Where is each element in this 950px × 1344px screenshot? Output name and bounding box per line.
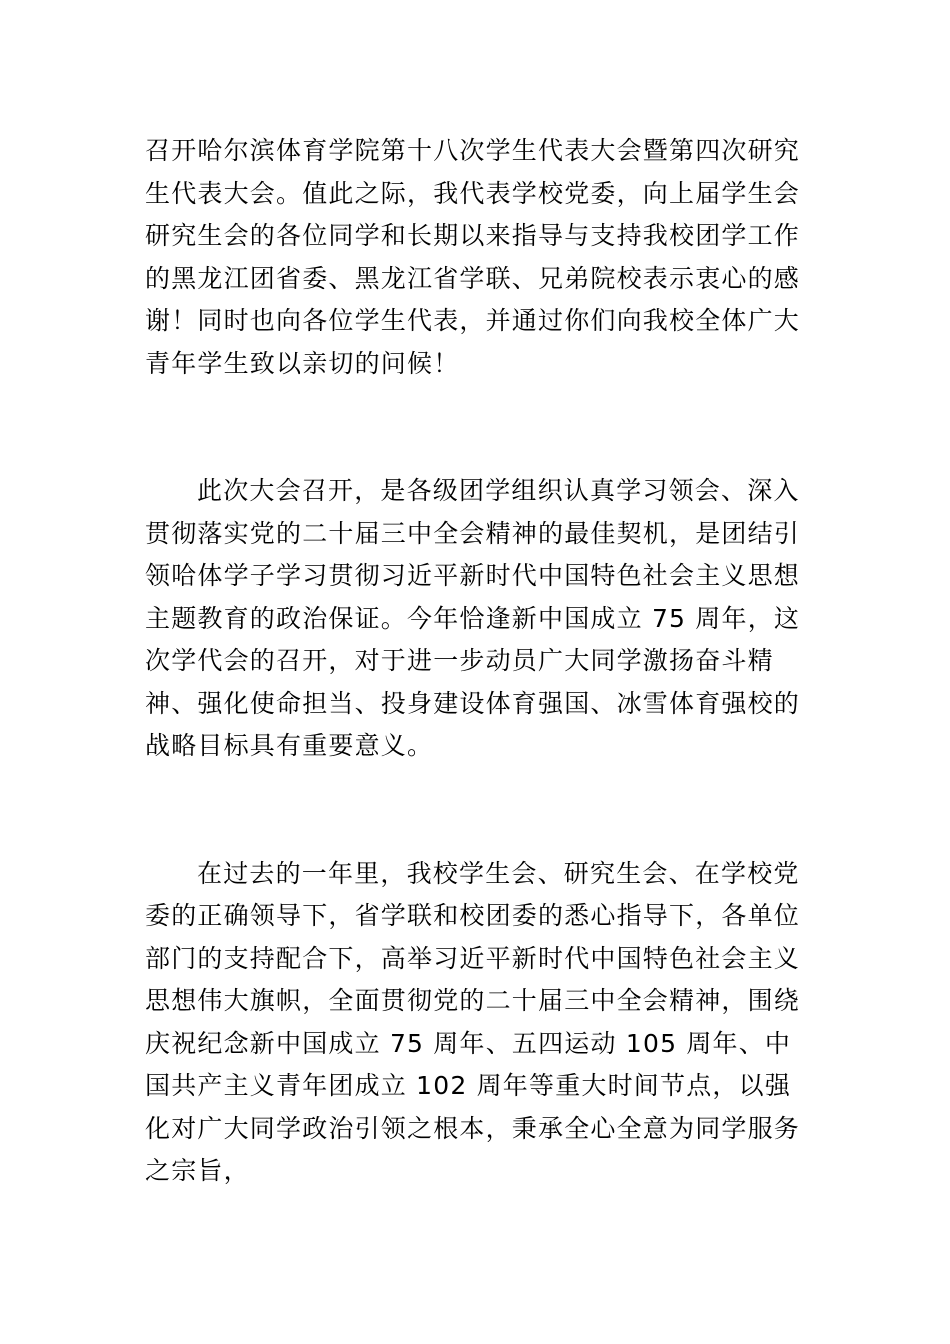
paragraph-spacer (145, 385, 810, 470)
paragraph-past-year: 在过去的一年里，我校学生会、研究生会、在学校党委的正确领导下，省学联和校团委的悉心指导下，各单位部门的支持配合下，高举习近平新时代中国特色社会主义思想伟大旗帜，全面贯彻党的二十届三中全会精神，围绕庆祝纪念新中国成立 75 周年、五四运动 105 周年、中国共产主义青年团成立 102 周年等重大时间节点，以强化对广大同学政治引领之根本，秉承全心全意为同学服务之宗旨， (145, 858, 801, 1185)
paragraph-spacer (145, 768, 810, 853)
paragraph-opening: 召开哈尔滨体育学院第十八次学生代表大会暨第四次研究生代表大会。值此之际，我代表学校党委，向上届学生会研究生会的各位同学和长期以来指导与支持我校团学工作的黑龙江团省委、黑龙江省学联、兄弟院校表示衷心的感谢！同时也向各位学生代表，并通过你们向我校全体广大青年学生致以亲切的问候！ (145, 136, 801, 378)
paragraph-significance: 此次大会召开，是各级团学组织认真学习领会、深入贯彻落实党的二十届三中全会精神的最佳契机，是团结引领哈体学子学习贯彻习近平新时代中国特色社会主义思想主题教育的政治保证。今年恰逢新中国成立 75 周年，这次学代会的召开，对于进一步动员广大同学激扬奋斗精神、强化使命担当、投身建设体育强国、冰雪体育强校的战略目标具有重要意义。 (145, 476, 801, 760)
document-body (145, 130, 810, 1193)
